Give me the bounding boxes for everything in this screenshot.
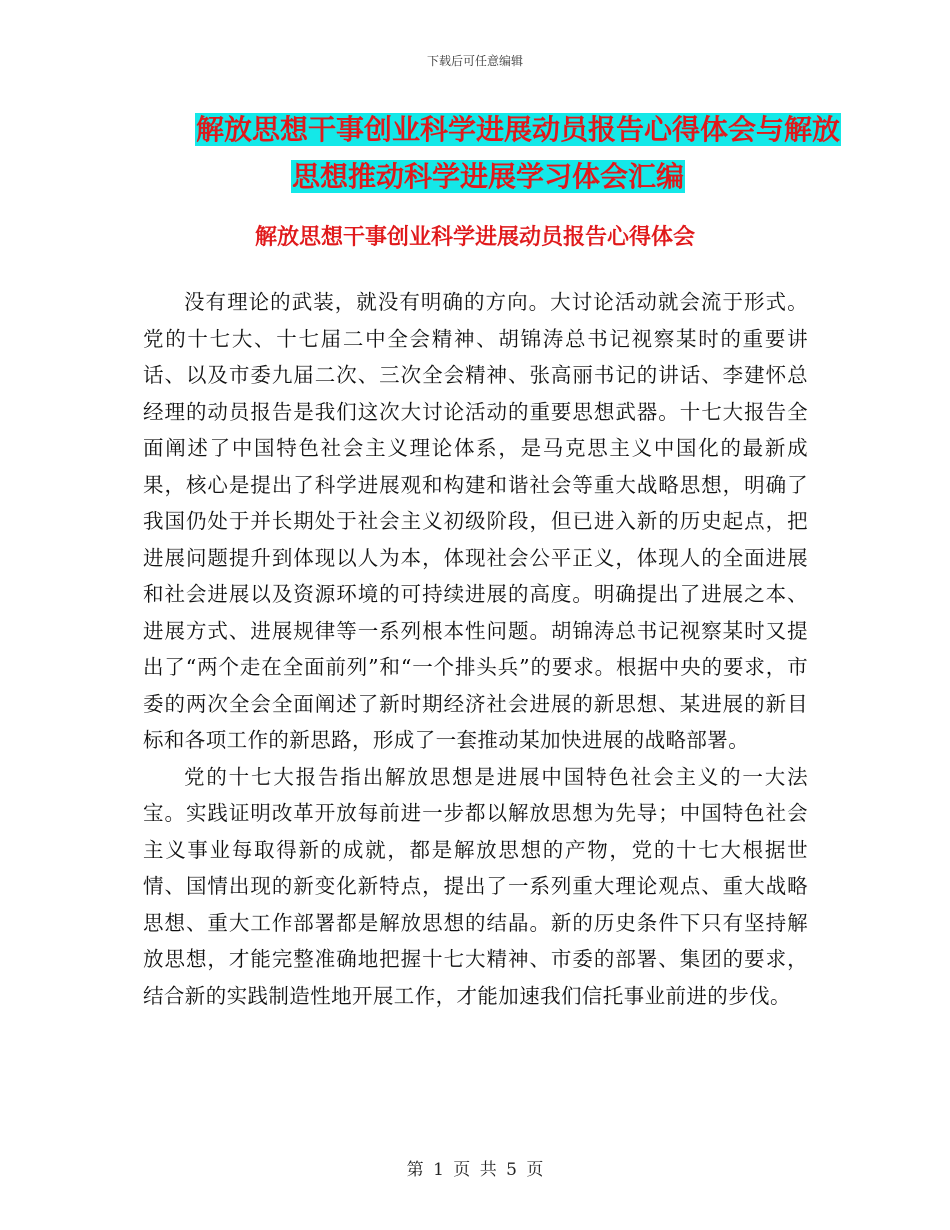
main-title-line-1 xyxy=(145,106,845,153)
section-title: 解放思想干事创业科学进展动员报告心得体会 xyxy=(254,225,695,250)
main-title-line-1-text: 解放思想干事创业科学进展动员报告心得体会与解放 xyxy=(196,113,841,146)
document-body xyxy=(143,284,808,1014)
main-title-line-2 xyxy=(145,153,845,200)
page-number-footer: 第 1 页 共 5 页 xyxy=(406,1160,544,1180)
paragraph-1: 没有理论的武装，就没有明确的方向。大讨论活动就会流于形式。党的十七大、十七届二中全会精神、胡锦涛总书记视察某时的重要讲话、以及市委九届二次、三次全会精神、张高丽书记的讲话、李建怀总经理的动员报告是我们这次大讨论活动的重要思想武器。十七大报告全面阐述了中国特色社会主义理论体系，是马克思主义中国化的最新成果，核心是提出了科学进展观和构建和谐社会等重大战略思想，明确了我国仍处于并长期处于社会主义初级阶段，但已进入新的历史起点，把进展问题提升到体现以人为本，体现社会公平正义，体现人的全面进展和社会进展以及资源环境的可持续进展的高度。明确提出了进展之本、进展方式、进展规律等一系列根本性问题。胡锦涛总书记视察某时又提出了“两个走在全面前列”和“一个排头兵”的要求。根据中央的要求，市委的两次全会全面阐述了新时期经济社会进展的新思想、某进展的新目标和各项工作的新思路，形成了一套推动某加快进展的战略部署。 xyxy=(143,290,808,752)
document-main-title xyxy=(145,106,845,200)
main-title-line-2-text: 思想推动科学进展学习体会汇编 xyxy=(292,160,685,193)
page-header-note: 下载后可任意编辑 xyxy=(426,54,523,68)
paragraph-2: 党的十七大报告指出解放思想是进展中国特色社会主义的一大法宝。实践证明改革开放每前进一步都以解放思想为先导；中国特色社会主义事业每取得新的成就，都是解放思想的产物，党的十七大根据世情、国情出现的新变化新特点，提出了一系列重大理论观点、重大战略思想、重大工作部署都是解放思想的结晶。新的历史条件下只有坚持解放思想，才能完整准确地把握十七大精神、市委的部署、集团的要求，结合新的实践制造性地开展工作，才能加速我们信托事业前进的步伐。 xyxy=(143,764,808,1008)
